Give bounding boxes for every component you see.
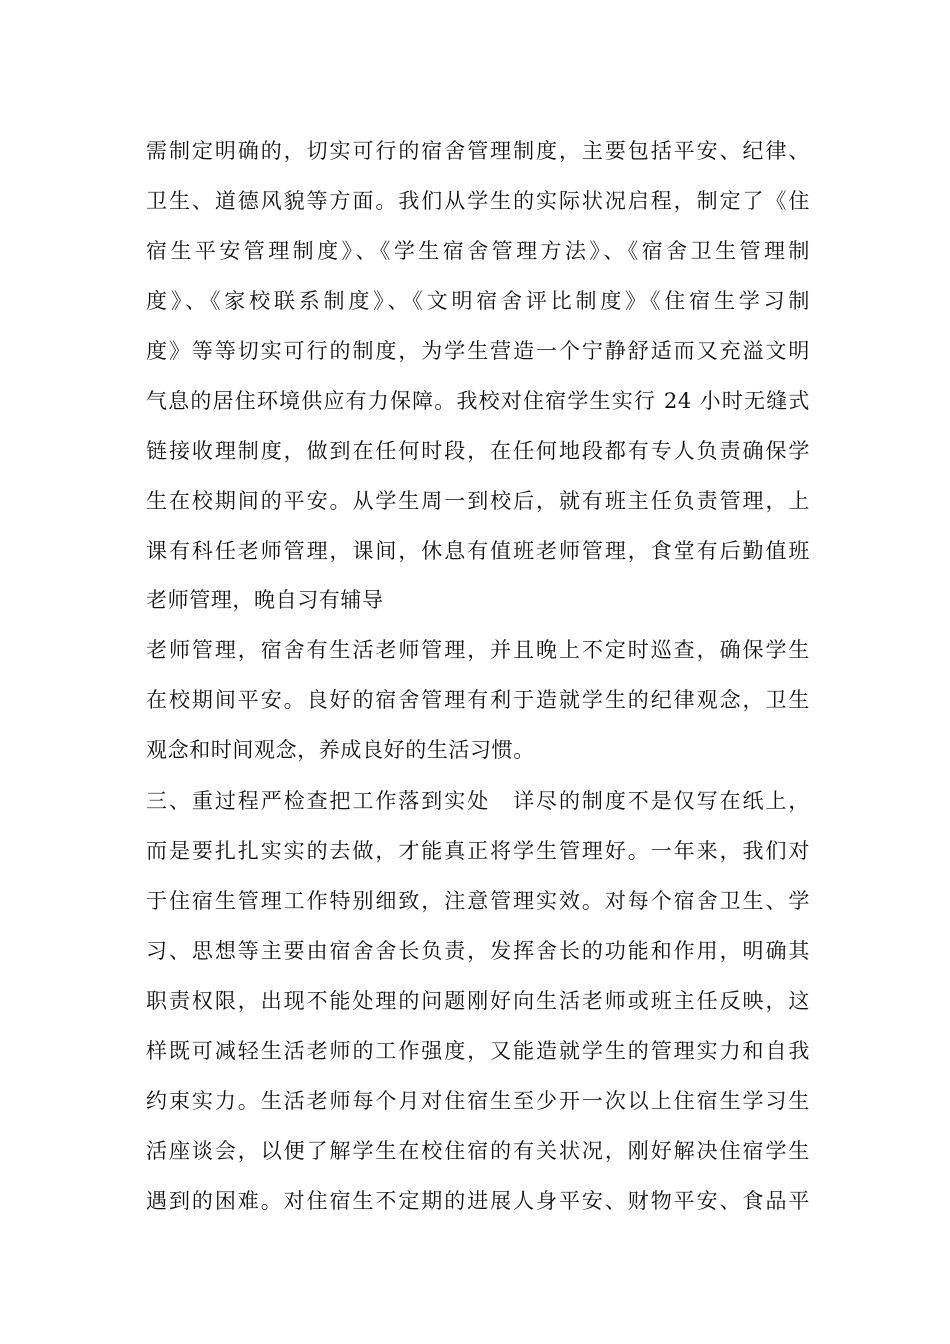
text-line: 度》、《家校联系制度》、《文明宿舍评比制度》《住宿生学习制 bbox=[146, 289, 810, 313]
text-line: 遇到的困难。对住宿生不定期的进展人身平安、财物平安、食品平 bbox=[146, 1189, 810, 1213]
text-line: 老师管理，晚自习有辅导 bbox=[146, 588, 384, 612]
text-line: 课有科任老师管理，课间，休息有值班老师管理，食堂有后勤值班 bbox=[146, 539, 810, 563]
text-line: 活座谈会，以便了解学生在校住宿的有关状况，刚好解决住宿学生 bbox=[146, 1139, 810, 1163]
section-heading-line: 三、重过程严检查把工作落到实处 详尽的制度不是仅写在纸上， bbox=[146, 789, 810, 813]
text-line: 样既可减轻生活老师的工作强度，又能造就学生的管理实力和自我 bbox=[146, 1039, 810, 1063]
text-line: 习、思想等主要由宿舍舍长负责，发挥舍长的功能和作用，明确其 bbox=[146, 939, 810, 963]
text-line: 链接收理制度，做到在任何时段，在任何地段都有专人负责确保学 bbox=[146, 439, 810, 463]
text-line: 约束实力。生活老师每个月对住宿生至少开一次以上住宿生学习生 bbox=[146, 1089, 810, 1113]
text-line: 职责权限，出现不能处理的问题刚好向生活老师或班主任反映，这 bbox=[146, 989, 810, 1013]
text-line: 于住宿生管理工作特别细致，注意管理实效。对每个宿舍卫生、学 bbox=[146, 889, 810, 913]
text-line: 在校期间平安。良好的宿舍管理有利于造就学生的纪律观念，卫生 bbox=[146, 688, 810, 712]
text-line: 老师管理，宿舍有生活老师管理，并且晚上不定时巡查，确保学生 bbox=[146, 638, 810, 662]
text-line: 宿生平安管理制度》、《学生宿舍管理方法》、《宿舍卫生管理制 bbox=[146, 239, 810, 263]
text-line: 生在校期间的平安。从学生周一到校后，就有班主任负责管理，上 bbox=[146, 489, 810, 513]
text-line: 观念和时间观念，养成良好的生活习惯。 bbox=[146, 738, 535, 762]
text-line: 度》等等切实可行的制度，为学生营造一个宁静舒适而又充溢文明 bbox=[146, 339, 810, 363]
text-line: 需制定明确的，切实可行的宿舍管理制度，主要包括平安、纪律、 bbox=[146, 139, 810, 163]
text-line: 而是要扎扎实实的去做，才能真正将学生管理好。一年来，我们对 bbox=[146, 839, 810, 863]
text-line: 气息的居住环境供应有力保障。我校对住宿学生实行 24 小时无缝式 bbox=[146, 389, 810, 413]
text-line: 卫生、道德风貌等方面。我们从学生的实际状况启程，制定了《住 bbox=[146, 189, 810, 213]
